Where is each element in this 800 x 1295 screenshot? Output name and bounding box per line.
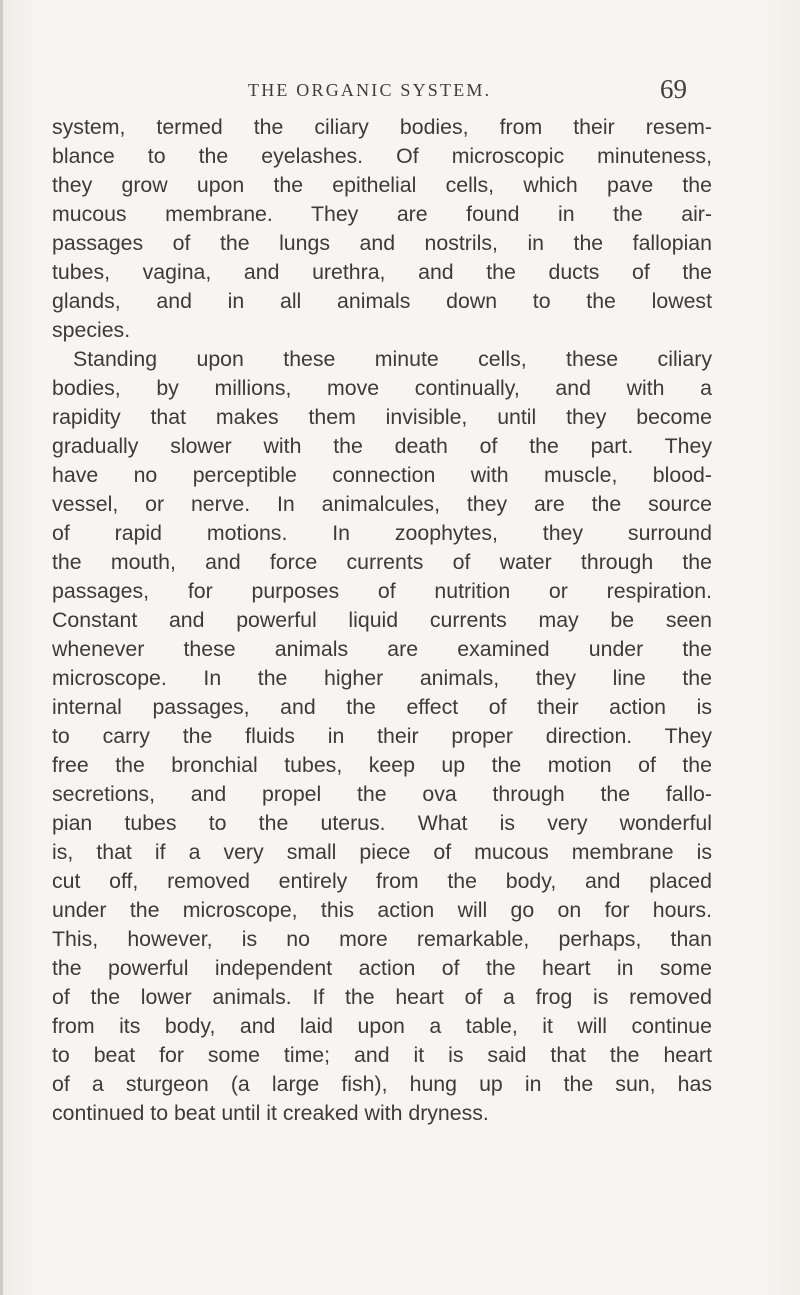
text-line: the mouth, and force currents of water through the [52, 550, 712, 574]
text-line: internal passages, and the effect of their action is [52, 695, 712, 719]
text-line: microscope. In the higher animals, they line the [52, 666, 712, 690]
text-line: of rapid motions. In zoophytes, they surround [52, 521, 712, 545]
text-line: continued to beat until it creaked with dryness. [52, 1101, 489, 1125]
text-line: free the bronchial tubes, keep up the motion of the [52, 753, 712, 777]
text-line: gradually slower with the death of the part. They [52, 434, 712, 458]
text-line: have no perceptible connection with muscle, blood- [52, 463, 712, 487]
text-line: This, however, is no more remarkable, perhaps, than [52, 927, 712, 951]
text-line: blance to the eyelashes. Of microscopic minuteness, [52, 144, 712, 168]
text-line: species. [52, 318, 131, 342]
text-line: whenever these animals are examined under the [52, 637, 712, 661]
page-number: 69 [660, 74, 687, 104]
text-line: passages, for purposes of nutrition or respiration. [52, 579, 712, 603]
text-line: of the lower animals. If the heart of a frog is removed [52, 985, 712, 1009]
page-edge [0, 0, 3, 1295]
paragraph-2 [52, 345, 712, 1128]
text-line: glands, and in all animals down to the lowest [52, 289, 712, 313]
running-title: THE ORGANIC SYSTEM. [248, 80, 492, 100]
text-line: to beat for some time; and it is said that the heart [52, 1043, 712, 1067]
text-line: they grow upon the epithelial cells, which pave the [52, 173, 712, 197]
text-line: tubes, vagina, and urethra, and the ducts of the [52, 260, 712, 284]
text-line: vessel, or nerve. In animalcules, they are the source [52, 492, 712, 516]
text-line: rapidity that makes them invisible, until they become [52, 405, 712, 429]
body-text [52, 113, 712, 1128]
text-line: of a sturgeon (a large fish), hung up in the sun, has [52, 1072, 712, 1096]
text-line: secretions, and propel the ova through the fallo- [52, 782, 712, 806]
text-line: cut off, removed entirely from the body, and placed [52, 869, 712, 893]
text-line: from its body, and laid upon a table, it will continue [52, 1014, 712, 1038]
text-line: Constant and powerful liquid currents may be seen [52, 608, 712, 632]
text-line: is, that if a very small piece of mucous membrane is [52, 840, 712, 864]
text-line: mucous membrane. They are found in the air- [52, 202, 712, 226]
paragraph-1 [52, 113, 712, 345]
text-line: under the microscope, this action will go on for hours. [52, 898, 712, 922]
text-line: the powerful independent action of the heart in some [52, 956, 712, 980]
text-line: to carry the fluids in their proper direction. They [52, 724, 712, 748]
text-line: Standing upon these minute cells, these ciliary [73, 347, 712, 371]
running-head [0, 74, 800, 104]
text-line: bodies, by millions, move continually, and with a [52, 376, 712, 400]
text-line: pian tubes to the uterus. What is very wonderful [52, 811, 712, 835]
text-line: system, termed the ciliary bodies, from their resem- [52, 115, 712, 139]
text-line: passages of the lungs and nostrils, in the fallopian [52, 231, 712, 255]
